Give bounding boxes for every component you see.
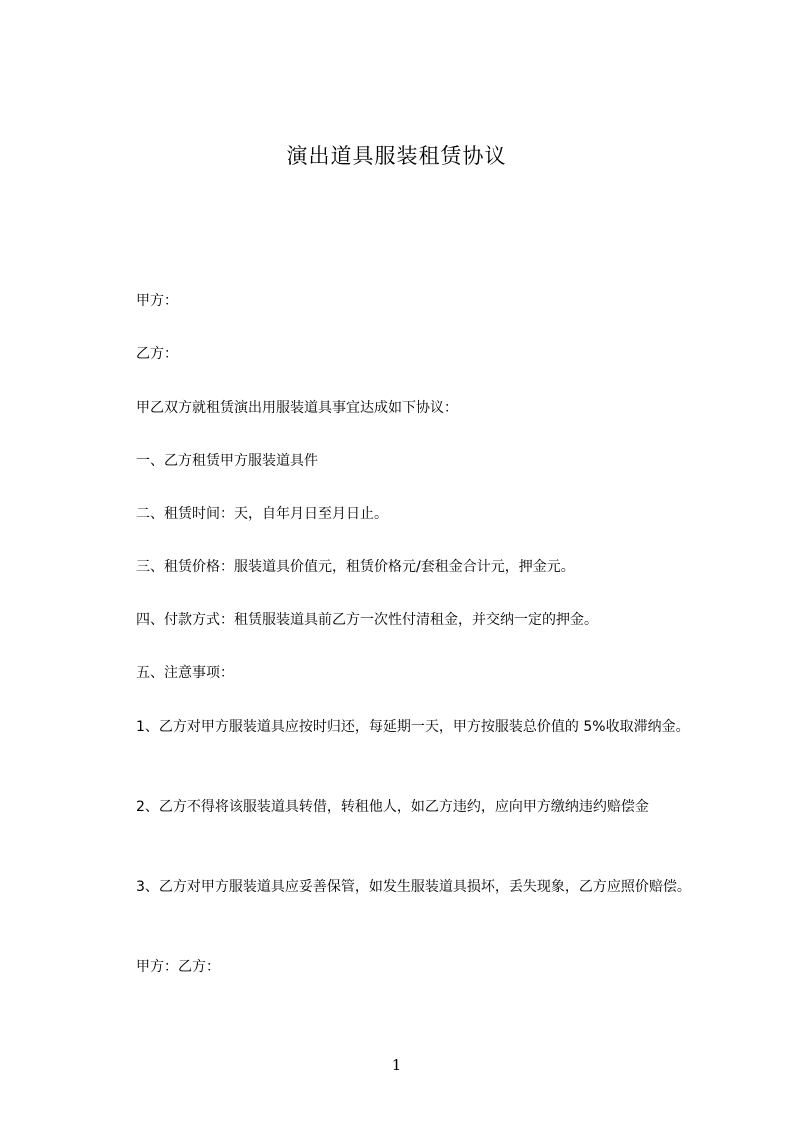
clause-4: 四、付款方式：租赁服装道具前乙方一次性付清租金，并交纳一定的押金。 (136, 612, 598, 628)
clause-2: 二、租赁时间：天，自年月日至月日止。 (136, 506, 388, 522)
note-item-1: 1、乙方对甲方服装道具应按时归还，每延期一天，甲方按服装总价值的 5%收取滞纳金。 (136, 719, 690, 735)
party-b-line: 乙方： (136, 346, 178, 362)
party-a-line: 甲方： (136, 293, 178, 309)
note-item-2: 2、乙方不得将该服装道具转借，转租他人，如乙方违约，应向甲方缴纳违约赔偿金 (136, 799, 649, 815)
signature-line: 甲方：乙方： (136, 959, 220, 975)
clause-1: 一、乙方租赁甲方服装道具件 (136, 453, 318, 469)
clause-5-heading: 五、注意事项： (136, 665, 234, 681)
document-title: 演出道具服装租赁协议 (286, 144, 507, 168)
page-number: 1 (391, 1056, 402, 1074)
note-item-3: 3、乙方对甲方服装道具应妥善保管，如发生服装道具损坏，丢失现象，乙方应照价赔偿。 (136, 879, 691, 895)
agreement-intro: 甲乙双方就租赁演出用服装道具事宜达成如下协议： (136, 400, 458, 416)
clause-3: 三、租赁价格：服装道具价值元，租赁价格元/套租金合计元，押金元。 (136, 559, 575, 575)
